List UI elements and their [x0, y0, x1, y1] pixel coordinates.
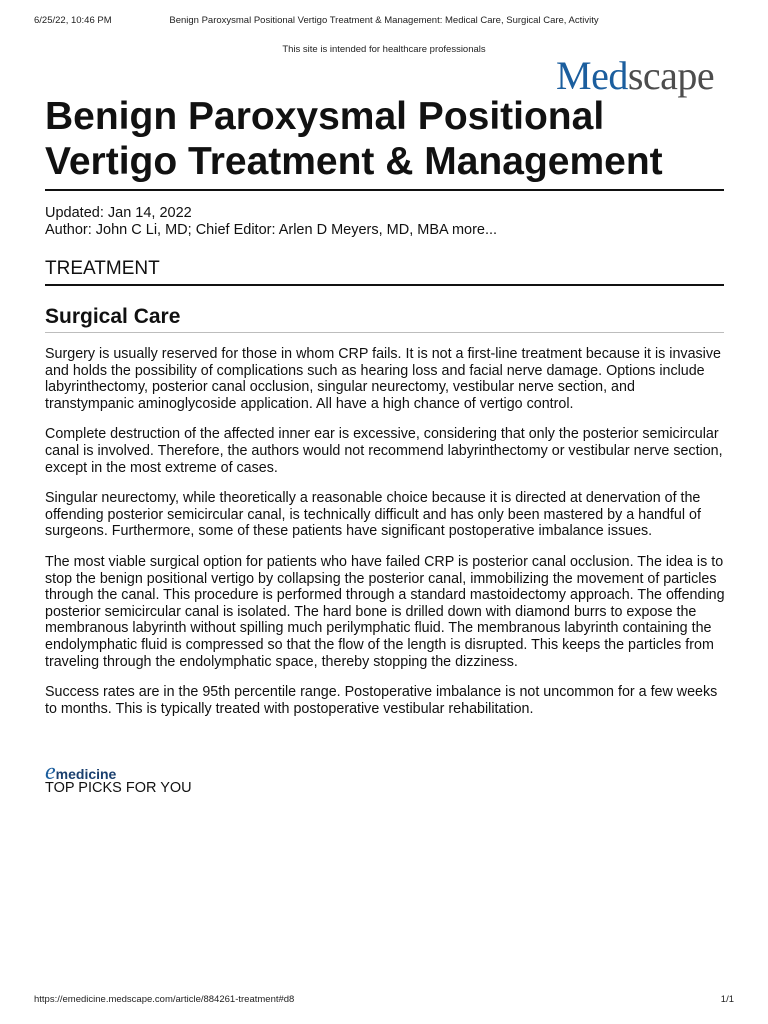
top-picks-heading: TOP PICKS FOR YOU — [45, 780, 192, 796]
section-divider — [45, 284, 724, 286]
paragraph: Success rates are in the 95th percentile range. Postoperative imbalance is not uncommon for a few weeks to months. This is typically treated with postoperative vestibular rehabilitation. — [45, 684, 718, 717]
medscape-logo-part1: Med — [556, 53, 628, 98]
author-line[interactable]: Author: John C Li, MD; Chief Editor: Arlen D Meyers, MD, MBA more... — [45, 222, 498, 238]
print-date: 6/25/22, 10:46 PM — [34, 15, 112, 26]
updated-date: Updated: Jan 14, 2022 — [45, 205, 192, 221]
section-label: TREATMENT — [45, 258, 160, 279]
paragraph: Surgery is usually reserved for those in whom CRP fails. It is not a first-line treatment because it is invasive and holds the possibility of complications such as hearing loss and facial nerve damage. Options include labyrinthectomy, posterior canal occlusion, singular neurectomy, vestibular nerve section, and transtympanic aminoglycoside application. All have a high chance of vertigo control. — [45, 346, 721, 412]
emedicine-logo-text: medicine — [55, 766, 117, 782]
print-page-title: Benign Paroxysmal Positional Vertigo Treatment & Management: Medical Care, Surgical Care, Activity — [169, 15, 599, 26]
paragraph: The most viable surgical option for patients who have failed CRP is posterior canal occlusion. The idea is to stop the benign positional vertigo by collapsing the posterior canal, immobilizing the movement of particles through the canal. This procedure is performed through a standard mastoidectomy approach. The offending posterior semicircular canal is isolated. The hard bone is drilled down with diamond burrs to expose the membranous labyrinth without spilling much perilymphatic fluid. The membranous labyrinth containing the endolymphatic fluid is compressed so that the flow of the length is disrupted. This keeps the particles from traveling through the endolymphatic space, thereby stopping the dizziness. — [45, 553, 725, 670]
paragraph: Complete destruction of the affected inner ear is excessive, considering that only the posterior semicircular canal is involved. Therefore, the authors would not recommend labyrinthectomy or vestibular nerve section, except in the most extreme of cases. — [45, 426, 723, 476]
emedicine-logo-e: e — [45, 759, 56, 785]
title-divider — [45, 189, 724, 191]
medscape-logo[interactable] — [556, 52, 714, 100]
footer-page-number: 1/1 — [720, 994, 734, 1005]
print-header — [0, 15, 768, 31]
subheading-surgical-care: Surgical Care — [45, 305, 181, 328]
subheading-divider — [45, 332, 724, 333]
healthcare-notice: This site is intended for healthcare professionals — [282, 44, 486, 55]
footer-url: https://emedicine.medscape.com/article/884261-treatment#d8 — [34, 994, 295, 1005]
print-footer — [0, 994, 768, 1008]
article-title: Benign Paroxysmal Positional Vertigo Treatment & Management — [45, 95, 663, 183]
paragraph: Singular neurectomy, while theoretically a reasonable choice because it is directed at denervation of the offending posterior semicircular canal, is technically difficult and has only been mastered by a handful of surgeons. Furthermore, some of these patients have significant postoperative imbalance issues. — [45, 490, 701, 540]
medscape-logo-part2: scape — [627, 53, 715, 98]
article-body — [45, 346, 725, 731]
